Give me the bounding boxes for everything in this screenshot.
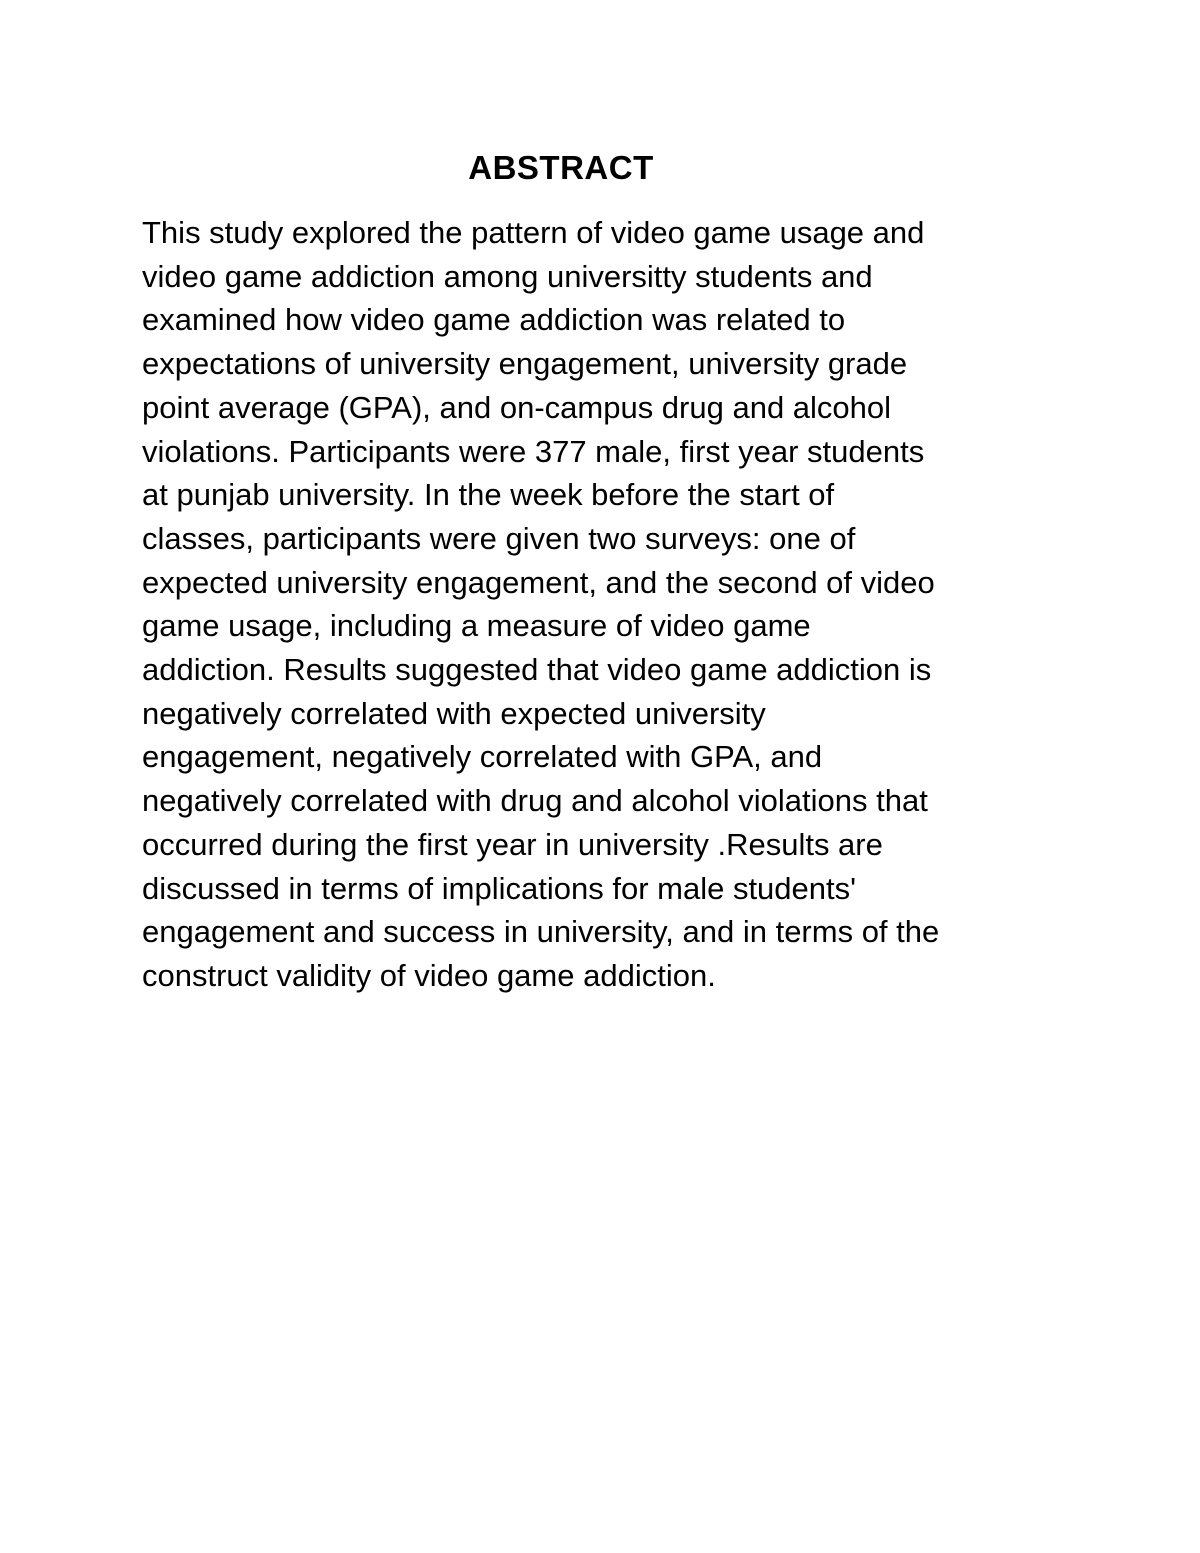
abstract-heading: ABSTRACT <box>468 149 654 186</box>
abstract-line: game usage, including a measure of video game <box>142 608 811 644</box>
abstract-line: classes, participants were given two surveys: one of <box>142 520 856 556</box>
abstract-line: addiction. Results suggested that video game addiction is <box>142 652 932 688</box>
abstract-line: at punjab university. In the week before the start of <box>142 477 835 513</box>
abstract-line: This study explored the pattern of video game usage and <box>142 215 925 250</box>
abstract-line: examined how video game addiction was related to <box>142 302 846 338</box>
abstract-line: engagement and success in university, and in terms of the <box>142 914 940 950</box>
abstract-line: discussed in terms of implications for male students' <box>142 870 857 906</box>
abstract-line: expectations of university engagement, university grade <box>142 346 908 382</box>
abstract-line: occurred during the first year in university .Results are <box>142 826 883 862</box>
abstract-line: engagement, negatively correlated with GPA, and <box>142 739 823 775</box>
abstract-line: construct validity of video game addiction. <box>142 957 716 993</box>
abstract-paragraph <box>142 211 1082 998</box>
abstract-line: point average (GPA), and on-campus drug and alcohol <box>142 389 892 425</box>
abstract-line: expected university engagement, and the second of video <box>142 564 935 600</box>
abstract-line: negatively correlated with expected university <box>142 695 766 731</box>
abstract-line: video game addiction among universitty students and <box>142 258 873 294</box>
abstract-line: violations. Participants were 377 male, first year students <box>142 433 925 469</box>
abstract-line: negatively correlated with drug and alcohol violations that <box>142 783 928 819</box>
